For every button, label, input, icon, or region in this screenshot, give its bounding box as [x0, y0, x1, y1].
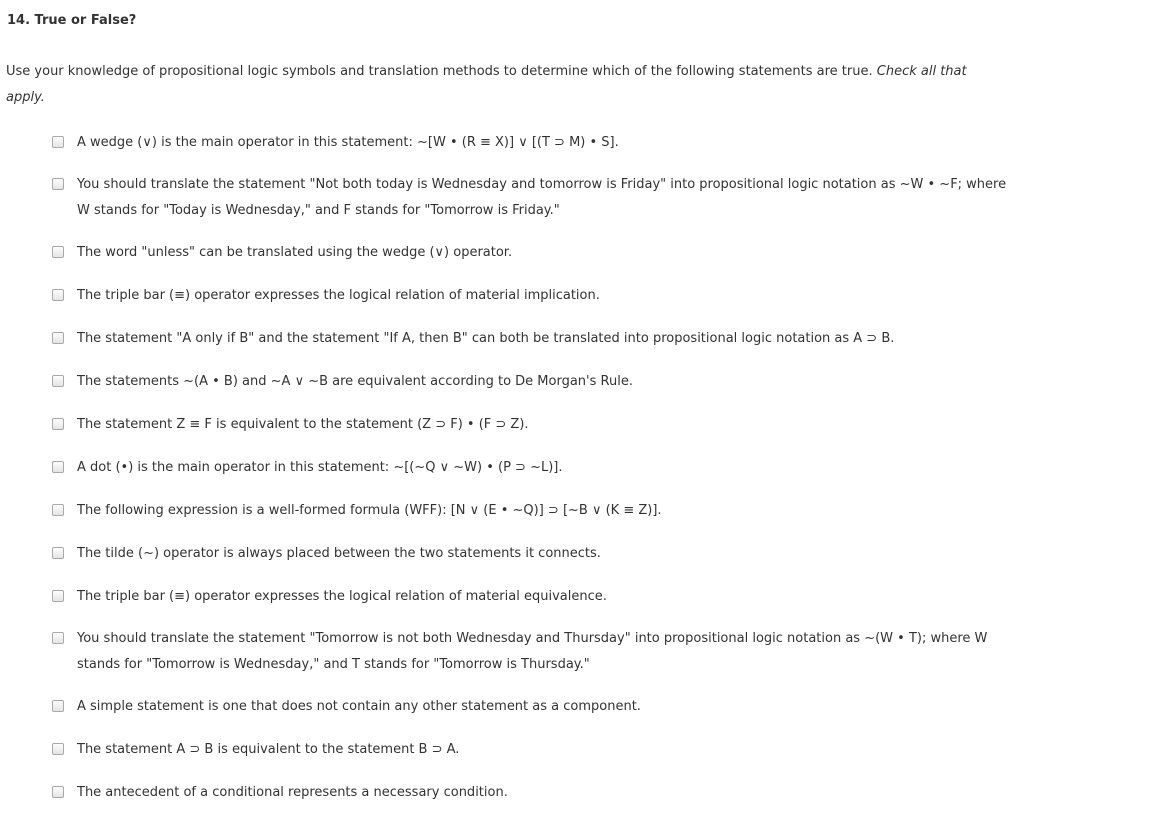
- option-item[interactable]: [52, 700, 1012, 720]
- option-checkbox[interactable]: [52, 289, 64, 301]
- option-label[interactable]: You should translate the statement "Not both today is Wednesday and tomorrow is Friday" into propositional logic notation as ~W • ~F; where W stands for "Today is Wednesday," and F stands for "Tomorrow is Friday.": [77, 177, 1007, 218]
- option-item[interactable]: [52, 418, 1012, 438]
- option-checkbox[interactable]: [52, 375, 64, 387]
- option-label[interactable]: A wedge (∨) is the main operator in this statement: ~[W • (R ≡ X)] ∨ [(T ⊃ M) • S].: [77, 135, 619, 150]
- option-item[interactable]: [52, 136, 1012, 156]
- option-item[interactable]: [52, 743, 1012, 763]
- instruction-text: Use your knowledge of propositional logic symbols and translation methods to determine which of the following statements are true.: [6, 64, 873, 79]
- option-checkbox[interactable]: [52, 461, 64, 473]
- option-label[interactable]: The triple bar (≡) operator expresses the logical relation of material implication.: [77, 288, 600, 303]
- option-checkbox[interactable]: [52, 178, 64, 190]
- option-label[interactable]: The word "unless" can be translated using the wedge (∨) operator.: [77, 245, 513, 260]
- option-label[interactable]: The statement Z ≡ F is equivalent to the statement (Z ⊃ F) • (F ⊃ Z).: [77, 417, 529, 432]
- option-item[interactable]: [52, 590, 1012, 610]
- option-label[interactable]: The following expression is a well-formed formula (WFF): [N ∨ (E • ~Q)] ⊃ [~B ∨ (K ≡ Z)].: [77, 503, 662, 518]
- option-label[interactable]: A simple statement is one that does not contain any other statement as a component.: [77, 699, 641, 714]
- option-checkbox[interactable]: [52, 547, 64, 559]
- option-checkbox[interactable]: [52, 590, 64, 602]
- option-checkbox[interactable]: [52, 136, 64, 148]
- option-label[interactable]: The statement "A only if B" and the statement "If A, then B" can both be translated into propositional logic notation as A ⊃ B.: [77, 331, 895, 346]
- option-checkbox[interactable]: [52, 332, 64, 344]
- question-instructions: [6, 59, 996, 111]
- option-item[interactable]: [52, 246, 1012, 266]
- option-checkbox[interactable]: [52, 418, 64, 430]
- option-label[interactable]: The antecedent of a conditional represents a necessary condition.: [77, 785, 508, 800]
- option-item[interactable]: [52, 375, 1012, 395]
- option-item[interactable]: [52, 332, 1012, 352]
- option-checkbox[interactable]: [52, 246, 64, 258]
- option-item[interactable]: [52, 178, 1012, 224]
- option-item[interactable]: [52, 547, 1012, 567]
- option-item[interactable]: [52, 632, 1012, 678]
- option-checkbox[interactable]: [52, 504, 64, 516]
- option-label[interactable]: You should translate the statement "Tomorrow is not both Wednesday and Thursday" into propositional logic notation as ~(W • T); where W stands for "Tomorrow is Wednesday," and T stands for "Tomorrow is Thursday.": [77, 631, 988, 672]
- instruction-emphasis: Check all that apply.: [6, 64, 967, 105]
- option-label[interactable]: The statements ~(A • B) and ~A ∨ ~B are equivalent according to De Morgan's Rule.: [77, 374, 633, 389]
- option-item[interactable]: [52, 504, 1012, 524]
- option-item[interactable]: [52, 786, 1012, 806]
- option-checkbox[interactable]: [52, 786, 64, 798]
- option-label[interactable]: The triple bar (≡) operator expresses the logical relation of material equivalence.: [77, 589, 607, 604]
- option-checkbox[interactable]: [52, 743, 64, 755]
- option-checkbox[interactable]: [52, 700, 64, 712]
- option-item[interactable]: [52, 289, 1012, 309]
- option-label[interactable]: The statement A ⊃ B is equivalent to the statement B ⊃ A.: [77, 742, 460, 757]
- option-checkbox[interactable]: [52, 632, 64, 644]
- question-title: 14. True or False?: [7, 13, 137, 28]
- option-label[interactable]: The tilde (~) operator is always placed between the two statements it connects.: [77, 546, 601, 561]
- option-item[interactable]: [52, 461, 1012, 481]
- option-label[interactable]: A dot (•) is the main operator in this statement: ~[(~Q ∨ ~W) • (P ⊃ ~L)].: [77, 460, 563, 475]
